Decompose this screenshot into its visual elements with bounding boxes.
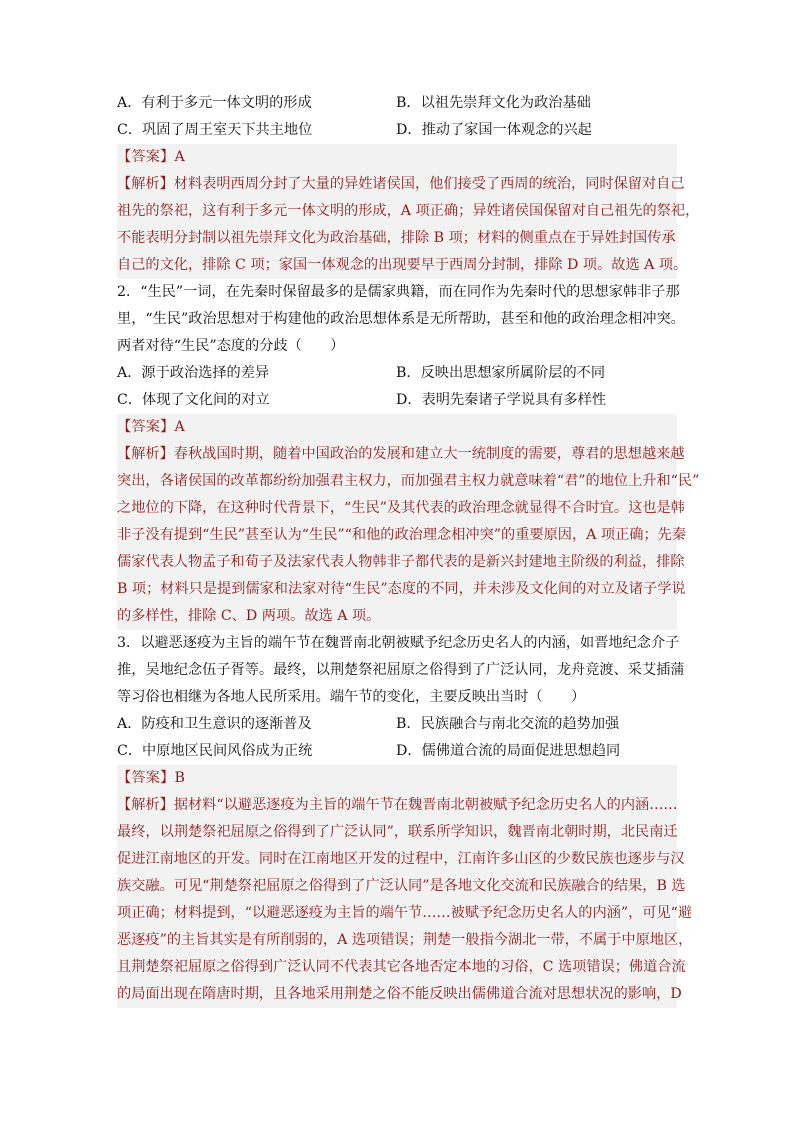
q1-option-d: D．推动了家国一体观念的兴起 bbox=[396, 122, 592, 138]
q3-option-c: C．中原地区民间风俗成为正统 bbox=[117, 743, 313, 759]
q2-analysis-line: 非子没有提到“生民”甚至认为“生民”“和他的政治理念相冲突”的重要原因，A 项正确；先秦 bbox=[117, 522, 677, 549]
q3-options-row-2 bbox=[117, 738, 677, 765]
q2-analysis-line: 突出，各诸侯国的改革都纷纷加强君主权力，而加强君主权力就意味着“君”的地位上升和“民” bbox=[117, 468, 677, 495]
q2-analysis-line: 儒家代表人物孟子和荀子及法家代表人物韩非子都代表的是新兴封建地主阶级的利益，排除 bbox=[117, 549, 677, 576]
q2-options-row-2 bbox=[117, 387, 677, 414]
q3-option-d: D．儒佛道合流的局面促进思想趋同 bbox=[396, 743, 621, 759]
q3-analysis-line: 恶逐疫”的主旨其实是有所削弱的，A 选项错误；荆楚一般指今湖北一带，不属于中原地区， bbox=[117, 927, 677, 954]
q3-analysis-line: 【解析】据材料“以避恶逐疫为主旨的端午节在魏晋南北朝被赋予纪念历史名人的内涵…… bbox=[117, 792, 677, 819]
q3-option-b: B．民族融合与南北交流的趋势加强 bbox=[396, 716, 620, 732]
q3-stem-line: 等习俗也相继为各地人民所采用。端午节的变化，主要反映出当时（ ） bbox=[117, 689, 586, 705]
q3-analysis-line: 项正确；材料提到，“以避恶逐疫为主旨的端午节……被赋予纪念历史名人的内涵”，可见“避 bbox=[117, 900, 677, 927]
q3-analysis-line: 促进江南地区的开发。同时在江南地区开发的过程中，江南许多山区的少数民族也逐步与汉 bbox=[117, 846, 677, 873]
q3-answer: 【答案】B bbox=[117, 765, 677, 792]
q2-option-b: B．反映出思想家所属阶层的不同 bbox=[396, 365, 606, 381]
q3-options-row-1 bbox=[117, 711, 677, 738]
page-content bbox=[117, 90, 700, 1008]
q1-option-b: B．以祖先崇拜文化为政治基础 bbox=[396, 95, 591, 111]
q1-answer: 【答案】A bbox=[117, 144, 677, 171]
q2-analysis-line: 【解析】春秋战国时期，随着中国政治的发展和建立大一统制度的需要，尊君的思想越来越 bbox=[117, 441, 677, 468]
q2-option-c: C．体现了文化间的对立 bbox=[117, 392, 270, 408]
q3-analysis-line: 且荆楚祭祀屈原之俗得到广泛认同不代表其它各地否定本地的习俗，C 选项错误；佛道合流 bbox=[117, 954, 677, 981]
q3-option-a: A．防疫和卫生意识的逐渐普及 bbox=[117, 716, 312, 732]
q3-stem-line: 3．以避恶逐疫为主旨的端午节在魏晋南北朝被赋予纪念历史名人的内涵，如晋地纪念介子 bbox=[117, 635, 680, 651]
q1-options-row-1 bbox=[117, 90, 677, 117]
q2-analysis-line: 的多样性，排除 C、D 两项。故选 A 项。 bbox=[117, 603, 677, 630]
q1-option-c: C．巩固了周王室天下共主地位 bbox=[117, 122, 313, 138]
q2-analysis-line: 之地位的下降，在这种时代背景下，“生民”及其代表的政治理念就显得不合时宜。这也是韩 bbox=[117, 495, 677, 522]
q2-answer: 【答案】A bbox=[117, 414, 677, 441]
q2-stem-line: 2．“生民”一词，在先秦时保留最多的是儒家典籍，而在同作为先秦时代的思想家韩非子那 bbox=[117, 284, 680, 300]
q2-stem-line: 里，“生民”政治思想对于构建他的政治思想体系是无所帮助，甚至和他的政治理念相冲突。 bbox=[117, 311, 685, 327]
q1-analysis-line: 【解析】材料表明西周分封了大量的异姓诸侯国，他们接受了西周的统治，同时保留对自己 bbox=[117, 171, 677, 198]
q3-analysis-line: 最终，以荆楚祭祀屈原之俗得到了广泛认同”，联系所学知识，魏晋南北朝时期，北民南迁 bbox=[117, 819, 677, 846]
q1-options-row-2 bbox=[117, 117, 677, 144]
q3-analysis-line: 的局面出现在隋唐时期，且各地采用荆楚之俗不能反映出儒佛道合流对思想状况的影响，D bbox=[117, 981, 677, 1008]
q1-analysis-line: 不能表明分封制以祖先崇拜文化为政治基础，排除 B 项；材料的侧重点在于异姓封国传承 bbox=[117, 225, 677, 252]
q1-analysis-line: 祖先的祭祀，这有利于多元一体文明的形成，A 项正确；异姓诸侯国保留对自己祖先的祭祀， bbox=[117, 198, 677, 225]
q1-analysis-line: 自己的文化，排除 C 项；家国一体观念的出现要早于西周分封制，排除 D 项。故选 A 项。 bbox=[117, 252, 677, 279]
q3-analysis-line: 族交融。可见“荆楚祭祀屈原之俗得到了广泛认同”是各地文化交流和民族融合的结果，B 选 bbox=[117, 873, 677, 900]
q2-option-d: D．表明先秦诸子学说具有多样性 bbox=[396, 392, 607, 408]
q2-analysis-line: B 项；材料只是提到儒家和法家对待“生民”态度的不同，并未涉及文化间的对立及诸子学说 bbox=[117, 576, 677, 603]
q3-stem-line: 推，吴地纪念伍子胥等。最终，以荆楚祭祀屈原之俗得到了广泛认同，龙舟竞渡、采艾插蒲 bbox=[117, 662, 685, 678]
q2-option-a: A．源于政治选择的差异 bbox=[117, 365, 270, 381]
q2-options-row-1 bbox=[117, 360, 677, 387]
q1-option-a: A．有利于多元一体文明的形成 bbox=[117, 95, 312, 111]
q2-stem-line: 两者对待“生民”态度的分歧（ ） bbox=[117, 338, 345, 354]
